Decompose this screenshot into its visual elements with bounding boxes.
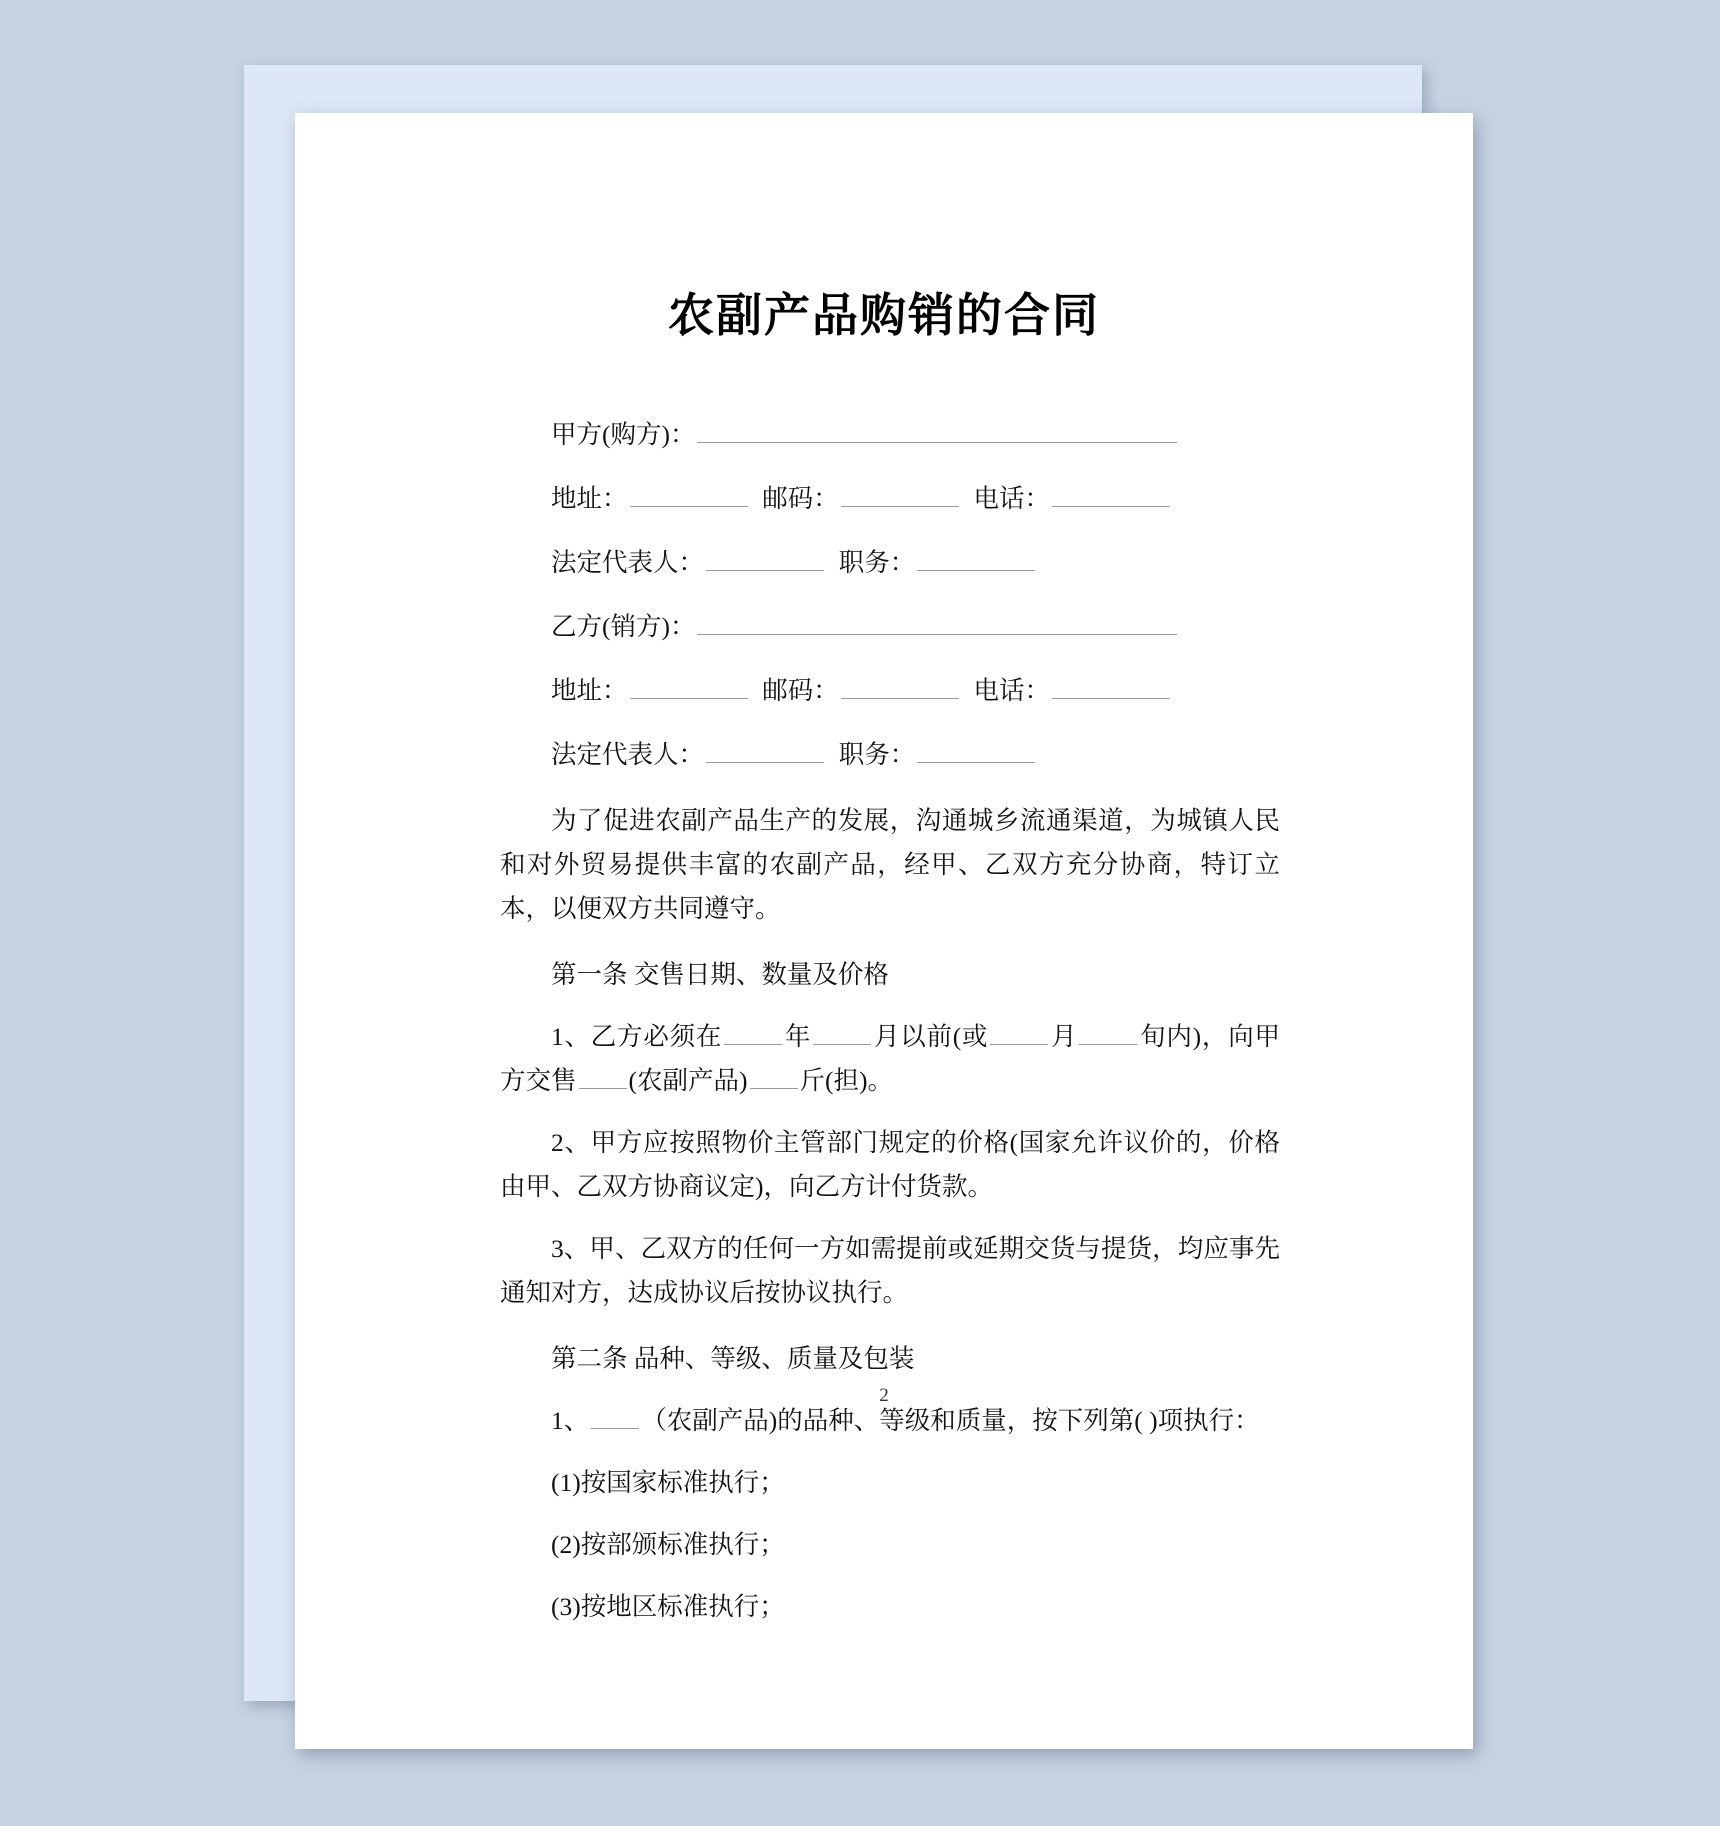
seller-postcode-label: 邮码： (762, 676, 839, 705)
seller-address-blank[interactable] (630, 673, 748, 700)
article-one-item-2: 2、甲方应按照物价主管部门规定的价格(国家允许议价的，价格由甲、乙双方协商议定)，向乙方计付货款。 (500, 1128, 1280, 1201)
seller-title-label: 职务： (838, 740, 916, 769)
page-number: 2 (879, 1385, 889, 1406)
seller-phone-blank[interactable] (1052, 673, 1170, 700)
article-one-heading: 第一条 交售日期、数量及价格 (551, 960, 889, 989)
article-two-option-1: (1)按国家标准执行； (551, 1468, 785, 1497)
buyer-name-blank[interactable] (697, 417, 1177, 444)
buyer-label: 甲方(购方)： (551, 420, 696, 449)
preamble-paragraph: 为了促进农副产品生产的发展，沟通城乡流通渠道，为城镇人民和对外贸易提供丰富的农副产品，经甲、乙双方充分协商，特订立本，以便双方共同遵守。 (500, 806, 1280, 923)
article-two-item1-part-b: （农副产品)的品种、等级和质量，按下列第( )项执行： (641, 1406, 1260, 1435)
form-row-buyer-rep (500, 541, 1280, 585)
seller-phone-label: 电话： (973, 676, 1051, 705)
article-one-item1-part-g: 斤(担)。 (799, 1066, 893, 1095)
buyer-phone-label: 电话： (973, 484, 1051, 513)
article-one-item1-part-e: 旬内)，向甲方交售 (500, 1022, 1280, 1095)
article-one-item1-part-d: 月 (1050, 1022, 1078, 1051)
form-row-seller-contact (500, 669, 1280, 713)
article-one-item-1 (500, 1015, 1280, 1103)
seller-title-blank[interactable] (917, 737, 1035, 764)
article-one-item1-part-a: 1、乙方必须在 (551, 1022, 723, 1051)
buyer-postcode-blank[interactable] (841, 481, 959, 508)
seller-address-label: 地址： (551, 676, 628, 705)
article-two-item1-part-a: 1、 (551, 1406, 590, 1435)
article-two-heading: 第二条 品种、等级、质量及包装 (551, 1344, 915, 1373)
delivery-year-blank[interactable] (724, 1019, 782, 1046)
seller-postcode-blank[interactable] (841, 673, 959, 700)
document-content (295, 113, 1473, 1749)
alt-xun-blank[interactable] (1079, 1019, 1137, 1046)
alt-month-blank[interactable] (990, 1019, 1048, 1046)
page-title: 农副产品购销的合同 (668, 288, 1100, 342)
article-two-option-2: (2)按部颁标准执行； (551, 1530, 785, 1559)
document-page-sheet (295, 113, 1473, 1749)
form-row-buyer-contact (500, 477, 1280, 521)
product-name-blank[interactable] (579, 1063, 627, 1090)
buyer-postcode-label: 邮码： (762, 484, 839, 513)
form-row-seller (500, 605, 1280, 649)
buyer-rep-blank[interactable] (706, 545, 824, 572)
document-body (500, 413, 1280, 1629)
seller-rep-blank[interactable] (706, 737, 824, 764)
seller-name-blank[interactable] (697, 609, 1177, 636)
article-one-item-3: 3、甲、乙双方的任何一方如需提前或延期交货与提货，均应事先通知对方，达成协议后按协议执行。 (500, 1234, 1280, 1307)
form-row-buyer (500, 413, 1280, 457)
product-quantity-blank[interactable] (750, 1063, 798, 1090)
buyer-address-label: 地址： (551, 484, 628, 513)
buyer-phone-blank[interactable] (1052, 481, 1170, 508)
seller-rep-label: 法定代表人： (551, 740, 705, 769)
seller-label: 乙方(销方)： (551, 612, 696, 641)
buyer-title-blank[interactable] (917, 545, 1035, 572)
form-row-seller-rep (500, 733, 1280, 777)
buyer-address-blank[interactable] (630, 481, 748, 508)
buyer-rep-label: 法定代表人： (551, 548, 705, 577)
article-two-option-3: (3)按地区标准执行； (551, 1592, 785, 1621)
delivery-month-blank[interactable] (813, 1019, 871, 1046)
buyer-title-label: 职务： (838, 548, 916, 577)
article-one-item1-part-c: 月以前(或 (873, 1022, 989, 1051)
article-one-item1-part-b: 年 (784, 1022, 812, 1051)
article-one-item1-part-f: (农副产品) (628, 1066, 748, 1095)
